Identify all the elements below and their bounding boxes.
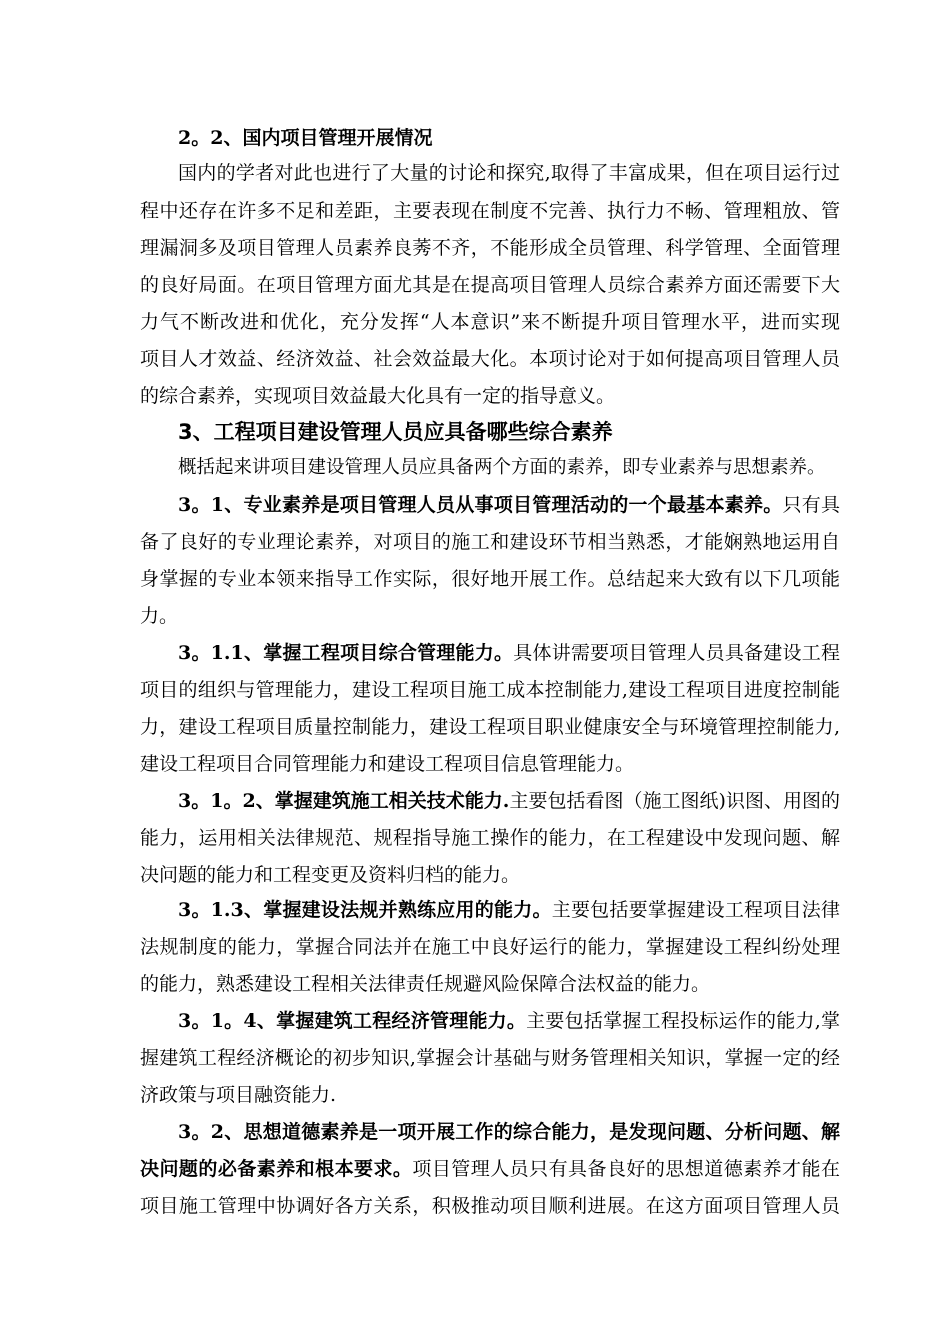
paragraph-line: 能力，运用相关法律规范、规程指导施工操作的能力，在工程建设中发现问题、解 — [140, 827, 840, 849]
paragraph-line: 力，建设工程项目质量控制能力，建设工程项目职业健康安全与环境管理控制能力, — [140, 716, 840, 738]
paragraph-line: 建设工程项目合同管理能力和建设工程项目信息管理能力。 — [140, 753, 635, 775]
section-3-intro: 概括起来讲项目建设管理人员应具备两个方面的素养，即专业素养与思想素养。 — [178, 457, 826, 478]
section-3-1-3-lead: 3。1.3、掌握建设法规并熟练应用的能力。 — [178, 899, 552, 921]
paragraph-line: 力。 — [140, 605, 179, 627]
paragraph-line: 项目人才效益、经济效益、社会效益最大化。本项讨论对于如何提高项目管理人员 — [140, 348, 840, 370]
paragraph-line: 力气不断改进和优化，充分发挥“人本意识”来不断提升项目管理水平，进而实现 — [140, 311, 840, 333]
paragraph-line: 项目施工管理中协调好各方关系，积极推动项目顺利进展。在这方面项目管理人员 — [140, 1195, 840, 1217]
paragraph-line: 项目的组织与管理能力，建设工程项目施工成本控制能力,建设工程项目进度控制能 — [140, 679, 840, 701]
section-3-1-3-first-line — [178, 898, 840, 922]
section-3-1-4-lead: 3。1。4、掌握建筑工程经济管理能力。 — [178, 1010, 527, 1032]
paragraph-text: 项目管理人员只有具备良好的思想道德素养才能在 — [412, 1158, 840, 1180]
paragraph-line: 济政策与项目融资能力. — [140, 1084, 337, 1106]
paragraph-text: 只有具 — [782, 494, 840, 516]
paragraph-line: 程中还存在许多不足和差距，主要表现在制度不完善、执行力不畅、管理粗放、管 — [140, 200, 840, 222]
paragraph-text: 主要包括看图（施工图纸)识图、用图的 — [509, 790, 840, 812]
section-3-1-1-lead: 3。1.1、掌握工程项目综合管理能力。 — [178, 642, 514, 664]
paragraph-line: 的良好局面。在项目管理方面尤其是在提高项目管理人员综合素养方面还需要下大 — [140, 274, 840, 296]
section-3-2-second-line — [140, 1157, 840, 1181]
section-3-1-2-lead: 3。1。2、掌握建筑施工相关技术能力. — [178, 790, 510, 812]
section-3-2-first-line: 3。2、思想道德素养是一项开展工作的综合能力，是发现问题、分析问题、解 — [178, 1121, 840, 1143]
section-2-2-heading: 2。2、国内项目管理开展情况 — [178, 127, 433, 149]
paragraph-line: 备了良好的专业理论素养，对项目的施工和建设环节相当熟悉，才能娴熟地运用自 — [140, 531, 840, 553]
paragraph-text: 具体讲需要项目管理人员具备建设工程 — [513, 642, 840, 664]
paragraph-line: 身掌握的专业本领来指导工作实际，很好地开展工作。总结起来大致有以下几项能 — [140, 568, 840, 590]
section-3-1-2-first-line — [178, 789, 840, 813]
paragraph-line: 的能力，熟悉建设工程相关法律责任规避风险保障合法权益的能力。 — [140, 973, 711, 995]
section-3-2-lead: 决问题的必备素养和根本要求。 — [140, 1158, 413, 1180]
section-3-heading: 3、工程项目建设管理人员应具备哪些综合素养 — [178, 420, 613, 444]
section-3-1-1-first-line — [178, 641, 840, 665]
section-3-1-4-first-line — [178, 1009, 840, 1033]
paragraph-text: 主要包括掌握工程投标运作的能力,掌 — [526, 1010, 840, 1032]
section-3-1-first-line — [178, 493, 840, 517]
paragraph-line: 理漏洞多及项目管理人员素养良莠不齐，不能形成全员管理、科学管理、全面管理 — [140, 237, 840, 259]
paragraph-text: 主要包括要掌握建设工程项目法律 — [551, 899, 840, 921]
paragraph-line: 握建筑工程经济概论的初步知识,掌握会计基础与财务管理相关知识，掌握一定的经 — [140, 1047, 840, 1069]
paragraph-line: 法规制度的能力，掌握合同法并在施工中良好运行的能力，掌握建设工程纠纷处理 — [140, 936, 840, 958]
paragraph-line: 的综合素养，实现项目效益最大化具有一定的指导意义。 — [140, 385, 616, 407]
section-3-1-lead: 3。1、专业素养是项目管理人员从事项目管理活动的一个最基本素养。 — [178, 494, 783, 516]
paragraph-line: 决问题的能力和工程变更及资料归档的能力。 — [140, 864, 521, 886]
paragraph-line: 国内的学者对此也进行了大量的讨论和探究,取得了丰富成果，但在项目运行过 — [178, 162, 840, 184]
